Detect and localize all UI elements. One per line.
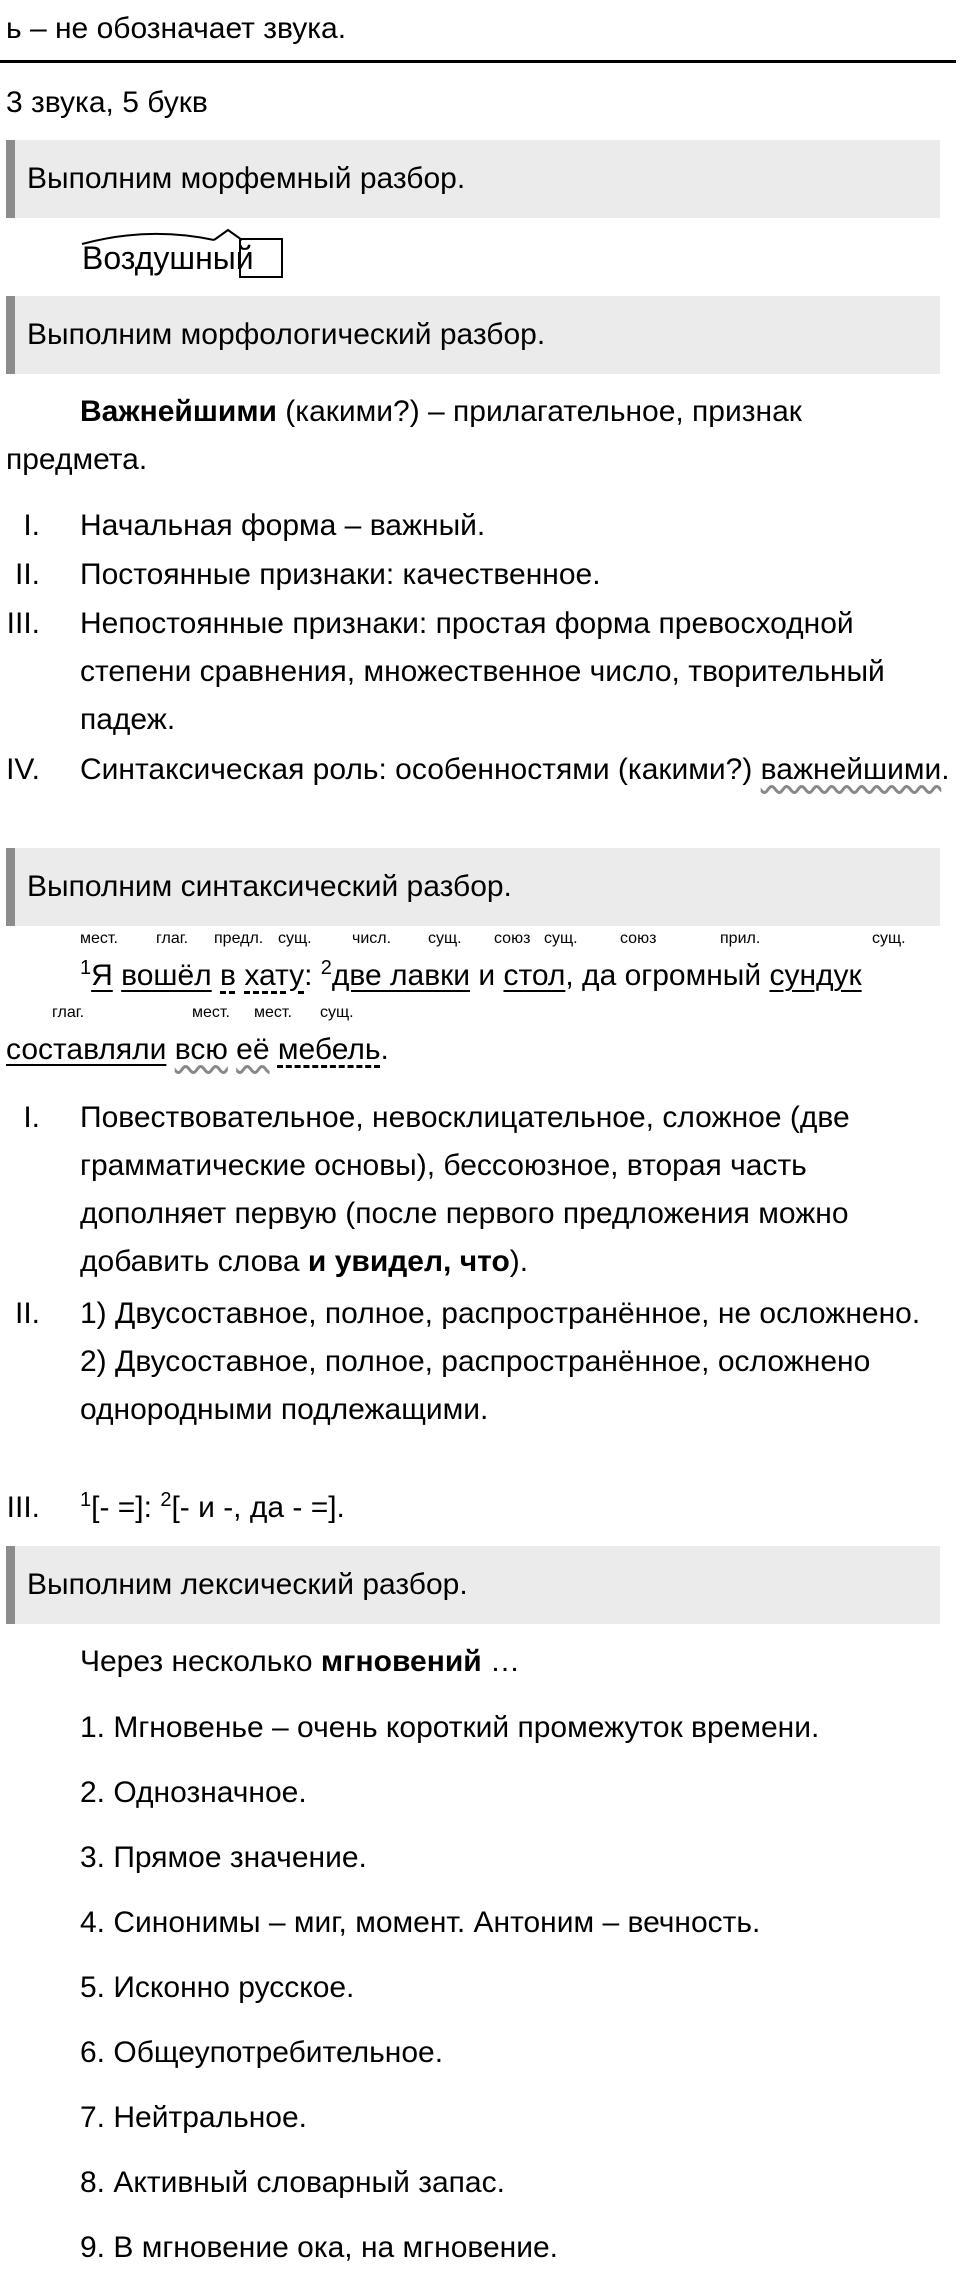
lexical-item: 5. Исконно русское. (80, 1971, 355, 2004)
item-text-after: ). (509, 1245, 529, 1278)
item-text: 1) Двусоставное, полное, распространённое, не осложнено. 2) Двусоставное, полное, распространённое, осложнено однородными подлежащими. (80, 1297, 921, 1426)
pos-label: сущ. (320, 1004, 354, 1021)
punctuation: . (380, 1033, 389, 1066)
item-text: Начальная форма – важный. (80, 509, 486, 542)
pos-label: глаг. (52, 1004, 85, 1021)
pos-label: глаг. (156, 930, 189, 947)
word-suffix: н (195, 240, 213, 276)
item-text (80, 746, 950, 794)
item-text-bold: и увидел, что (307, 1245, 510, 1278)
top-text: ь – не обозначает звука. (6, 12, 347, 45)
item-number: III. (6, 607, 40, 640)
item-number: III. (6, 1491, 40, 1524)
item-text-before: Повествовательное, невосклицательное, сложное (две грамматические основы), бессоюзное, вторая часть дополняет первую (после первого предложения можно добавить слова (80, 1101, 850, 1278)
pos-label: союз (494, 930, 531, 947)
morphemic-diagram (80, 222, 320, 292)
predicate-word: составляли (6, 1033, 167, 1066)
pos-label: союз (620, 930, 657, 947)
pos-label: сущ. (544, 930, 578, 947)
adverbial-word: хату (244, 959, 305, 992)
item-number: I. (23, 1101, 40, 1134)
lexical-item: 8. Активный словарный запас. (80, 2166, 505, 2199)
adverbial-word: в (220, 959, 236, 992)
morphemic-word (82, 240, 254, 277)
subject-word: Я (91, 959, 113, 992)
item-number: IV. (6, 753, 40, 786)
pos-label: мест. (192, 1004, 230, 1021)
item-text (80, 1094, 950, 1286)
pos-label: предл. (214, 930, 264, 947)
word-root: Воздуш (82, 240, 196, 276)
clause-number: 1 (80, 1489, 92, 1511)
item-number: I. (23, 509, 40, 542)
subject-word: две лавки (331, 959, 471, 992)
attribute-word: её (236, 1033, 270, 1066)
subject-word: стол (503, 959, 566, 992)
lexical-item: 7. Нейтральное. (80, 2101, 307, 2134)
lexical-item: 9. В мгновение ока, на мгновение. (80, 2231, 559, 2264)
sentence-line-2 (6, 1026, 940, 1074)
punctuation: : (304, 959, 321, 992)
sound-letter-count: 3 звука, 5 букв (6, 86, 208, 119)
item-number: II. (14, 1297, 40, 1330)
lexical-item: 4. Синонимы – миг, момент. Антоним – вечность. (80, 1906, 761, 1939)
intro-before: Через несколько (80, 1645, 321, 1678)
predicate-word: вошёл (121, 959, 212, 992)
conjunction: и (470, 959, 504, 992)
lexical-item: 3. Прямое значение. (80, 1841, 367, 1874)
pos-label: сущ. (278, 930, 312, 947)
word-ending: ый (212, 240, 254, 276)
clause-number: 1 (80, 957, 92, 979)
section-morphemic: Выполним морфемный разбор. (6, 140, 940, 218)
lexical-item: 1. Мгновенье – очень короткий промежуток времени. (80, 1711, 820, 1744)
section-morphological: Выполним морфологический разбор. (6, 296, 940, 374)
scheme-part: [- =]: (91, 1491, 161, 1524)
attribute-word: всю (174, 1033, 228, 1066)
pos-label: мест. (254, 1004, 292, 1021)
item-text: Постоянные признаки: качественное. (80, 558, 601, 591)
item-number: II. (14, 558, 40, 591)
morphological-intro (6, 388, 940, 484)
intro-rest: (какими?) – прилагательное, признак предмета. (6, 395, 802, 476)
subject-word: сундук (769, 959, 862, 992)
section-syntactic: Выполним синтаксический разбор. (6, 848, 940, 926)
intro-after: … (481, 1645, 521, 1678)
horizontal-rule (0, 60, 956, 63)
lexical-item: 2. Однозначное. (80, 1776, 307, 1809)
intro-word: мгновений (320, 1645, 482, 1678)
intro-word: Важнейшими (80, 395, 277, 428)
lexical-item: 6. Общеупотребительное. (80, 2036, 444, 2069)
clause-number: 2 (320, 957, 332, 979)
scheme-part: [- и -, да - =]. (171, 1491, 345, 1524)
clause-number: 2 (160, 1489, 172, 1511)
item-text-before: Синтаксическая роль: особенностями (какими?) (80, 753, 761, 786)
plain-text: , да огромный (565, 959, 770, 992)
pos-label: числ. (352, 930, 392, 947)
pos-label: прил. (720, 930, 761, 947)
sentence-line-1 (80, 952, 950, 1000)
pos-label: мест. (80, 930, 118, 947)
pos-label: сущ. (428, 930, 462, 947)
pos-label: сущ. (872, 930, 906, 947)
item-text: Непостоянные признаки: простая форма превосходной степени сравнения, множественное число, творительный падеж. (80, 607, 885, 736)
item-text-after: . (941, 753, 950, 786)
section-lexical: Выполним лексический разбор. (6, 1546, 940, 1624)
object-word: мебель (277, 1033, 381, 1066)
item-text-wavy: важнейшими (760, 753, 942, 786)
lexical-intro (80, 1642, 520, 1682)
item-text (80, 1484, 950, 1532)
